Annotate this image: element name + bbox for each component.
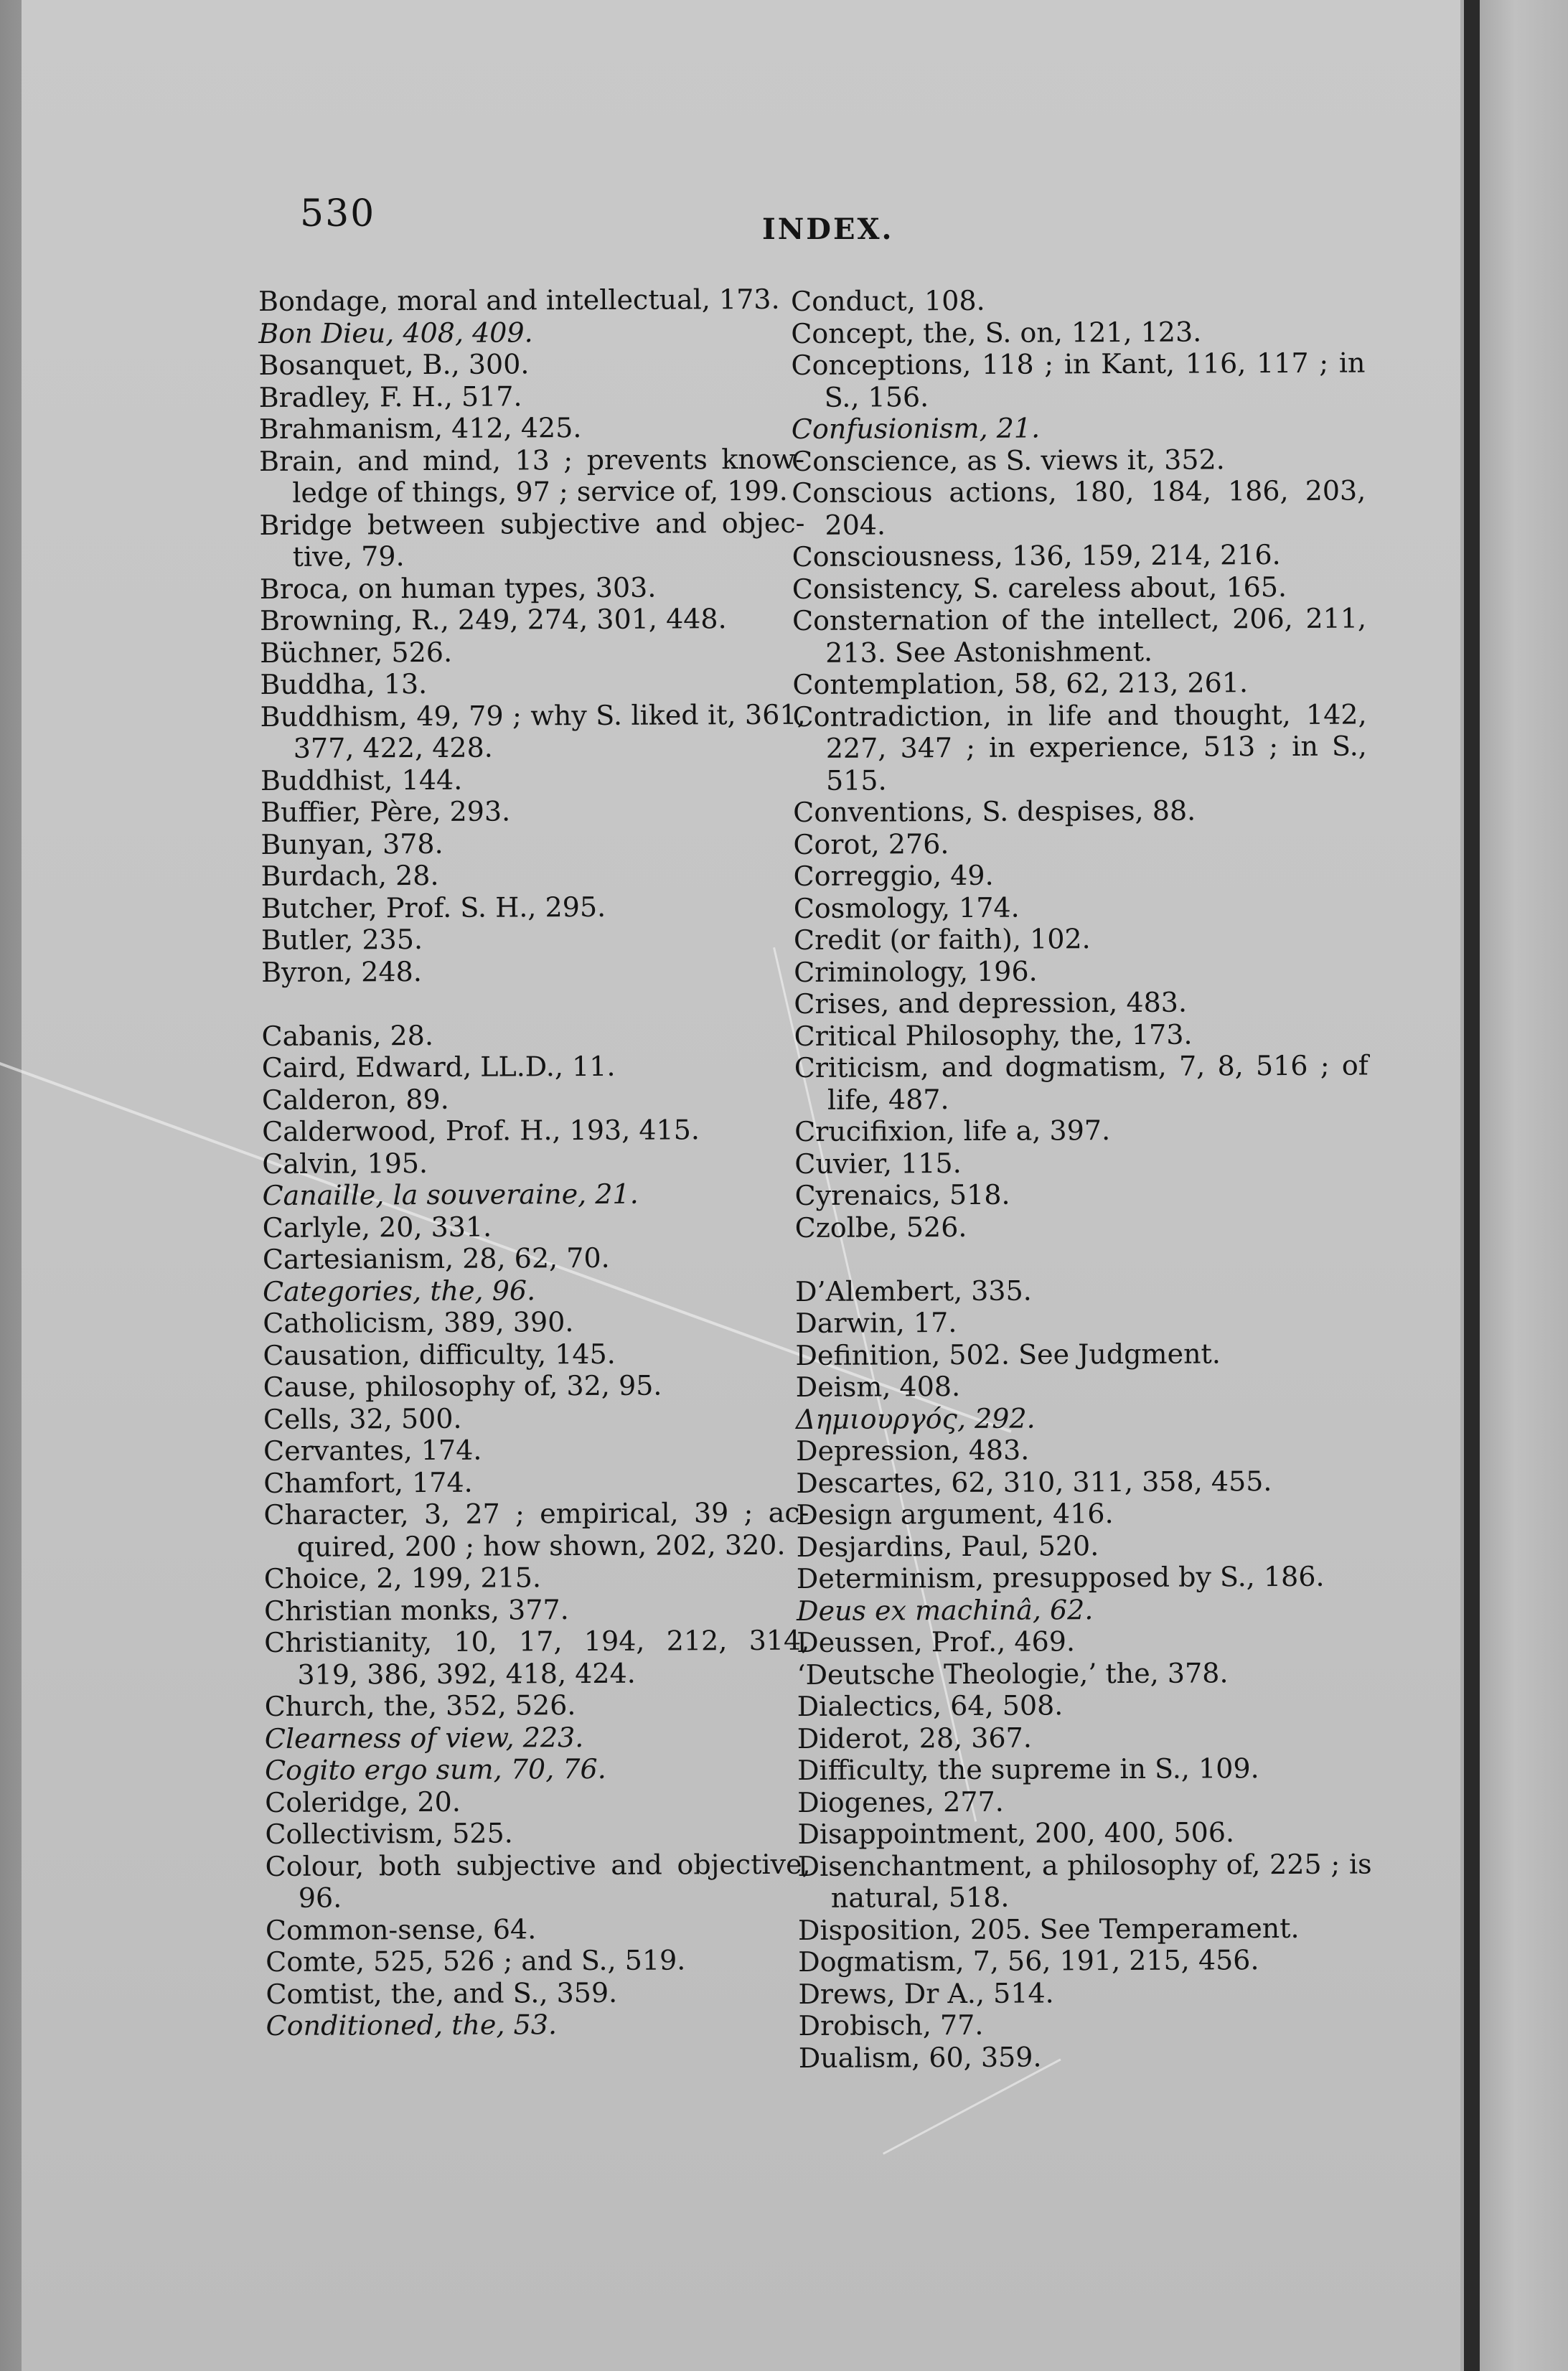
index-column-right <box>791 283 1373 2074</box>
index-entry: Bridge between subjective and objec-tive, 79. <box>259 507 805 573</box>
index-entry: Difficulty, the supreme in S., 109. <box>797 1752 1259 1786</box>
index-entry: Character, 3, 27 ; empirical, 39 ; ac-quired, 200 ; how shown, 202, 320. <box>263 1496 809 1563</box>
index-entry: Bosanquet, B., 300. <box>258 348 530 381</box>
index-entry: Definition, 502. See Judgment. <box>795 1337 1221 1371</box>
index-entry: Deism, 408. <box>795 1370 961 1403</box>
index-entry: Buddhism, 49, 79 ; why S. liked it, 361, 377, 422, 428. <box>260 698 806 764</box>
facing-page-edge <box>1480 0 1568 2371</box>
index-entry: Confusionism, 21. <box>791 412 1041 445</box>
index-entry: Coleridge, 20. <box>265 1785 461 1818</box>
index-entry: Disenchantment, a philosophy of, 225 ; is natural, 518. <box>797 1847 1372 1914</box>
index-entry: Brahmanism, 412, 425. <box>258 412 582 445</box>
index-entry: Dialectics, 64, 508. <box>797 1689 1064 1722</box>
index-entry: Büchner, 526. <box>260 636 453 669</box>
index-entry: Comtist, the, and S., 359. <box>266 1976 618 2010</box>
index-entry: Buddha, 13. <box>260 667 428 700</box>
index-entry: Determinism, presupposed by S., 186. <box>796 1560 1325 1595</box>
index-entry: Desjardins, Paul, 520. <box>796 1529 1099 1563</box>
index-entry: Cervantes, 174. <box>263 1434 482 1467</box>
index-entry: Calderon, 89. <box>261 1083 449 1116</box>
index-entry: Butcher, Prof. S. H., 295. <box>260 891 606 924</box>
index-entry: Cogito ergo sum, 70, 76. <box>264 1752 606 1786</box>
index-entry: Deussen, Prof., 469. <box>797 1625 1076 1658</box>
index-entry: Design argument, 416. <box>796 1498 1114 1531</box>
index-entry: Cause, philosophy of, 32, 95. <box>263 1369 662 1403</box>
index-entry: Cartesianism, 28, 62, 70. <box>262 1241 610 1275</box>
index-entry: ‘Deutsche Theologie,’ the, 378. <box>797 1656 1229 1691</box>
index-entry: Cuvier, 115. <box>794 1147 962 1180</box>
index-entry: Consternation of the intellect, 206, 211, 213. See Astonishment. <box>792 602 1367 669</box>
index-entry: Descartes, 62, 310, 311, 358, 455. <box>796 1465 1272 1499</box>
index-entry: Cabanis, 28. <box>261 1019 434 1052</box>
index-entry: Depression, 483. <box>795 1434 1030 1467</box>
index-entry: Burdach, 28. <box>260 859 439 892</box>
index-column-left <box>258 283 812 2042</box>
index-entry: Consistency, S. careless about, 165. <box>792 571 1287 605</box>
index-entry: Brain, and mind, 13 ; prevents know-ledge of things, 97 ; service of, 199. <box>258 443 805 509</box>
index-entry: Choice, 2, 199, 215. <box>263 1562 542 1595</box>
index-letter-gap <box>261 986 807 1020</box>
index-entry: Chamfort, 174. <box>263 1466 473 1499</box>
index-entry: Colour, both subjective and objective, 96. <box>265 1848 811 1914</box>
index-entry: Canaille, la souveraine, 21. <box>262 1178 639 1211</box>
index-entry: Christianity, 10, 17, 194, 212, 314, 319, 386, 392, 418, 424. <box>264 1624 810 1691</box>
index-entry: Darwin, 17. <box>795 1307 957 1339</box>
index-entry: Criticism, and dogmatism, 7, 8, 516 ; of life, 487. <box>794 1049 1369 1116</box>
index-entry: Butler, 235. <box>260 924 423 956</box>
index-entry: Bon Dieu, 408, 409. <box>258 316 533 349</box>
index-entry: D’Alembert, 335. <box>795 1274 1032 1307</box>
index-entry: Consciousness, 136, 159, 214, 216. <box>792 539 1281 573</box>
index-entry: Disappointment, 200, 400, 506. <box>797 1816 1235 1850</box>
index-entry: Czolbe, 526. <box>794 1211 967 1244</box>
index-entry: Clearness of view, 223. <box>264 1721 584 1755</box>
index-entry: Deus ex machinâ, 62. <box>796 1593 1094 1627</box>
index-entry: Correggio, 49. <box>793 859 994 892</box>
index-entry: Calderwood, Prof. H., 193, 415. <box>262 1114 700 1147</box>
index-entry: Contradiction, in life and thought, 142, 227, 347 ; in experience, 513 ; in S., 515. <box>792 698 1367 797</box>
index-entry: Browning, R., 249, 274, 301, 448. <box>259 603 727 637</box>
index-entry: Broca, on human types, 303. <box>259 571 657 605</box>
index-entry: Cells, 32, 500. <box>263 1402 462 1435</box>
index-entry: Christian monks, 377. <box>263 1593 569 1627</box>
index-entry: Comte, 525, 526 ; and S., 519. <box>266 1944 686 1978</box>
index-entry: Conscious actions, 180, 184, 186, 203, 204. <box>792 474 1366 541</box>
index-entry: Bunyan, 378. <box>260 827 443 860</box>
index-entry: Conventions, S. despises, 88. <box>793 794 1196 828</box>
running-head: INDEX. <box>762 212 894 246</box>
index-entry: Drobisch, 77. <box>798 2009 984 2042</box>
index-entry: Bondage, moral and intellectual, 173. <box>258 283 780 317</box>
index-entry: Causation, difficulty, 145. <box>263 1338 616 1371</box>
index-entry: Conduct, 108. <box>791 284 985 317</box>
index-entry: Disposition, 205. See Temperament. <box>797 1912 1300 1946</box>
index-entry: Credit (or faith), 102. <box>793 923 1091 956</box>
index-entry: Cyrenaics, 518. <box>794 1178 1010 1211</box>
page-number: 530 <box>300 192 376 235</box>
index-entry: Catholicism, 389, 390. <box>263 1306 574 1339</box>
index-entry: Concept, the, S. on, 121, 123. <box>791 316 1202 349</box>
index-entry: Diderot, 28, 367. <box>797 1722 1032 1755</box>
index-entry: Drews, Dr A., 514. <box>798 1976 1054 2010</box>
index-entry: Conditioned, the, 53. <box>266 2009 558 2042</box>
index-entry: Carlyle, 20, 331. <box>262 1211 492 1244</box>
index-entry: Conceptions, 118 ; in Kant, 116, 117 ; in S., 156. <box>791 347 1366 413</box>
index-entry: Contemplation, 58, 62, 213, 261. <box>792 667 1249 700</box>
index-entry: Conscience, as S. views it, 352. <box>791 443 1225 477</box>
index-entry: Dogmatism, 7, 56, 191, 215, 456. <box>798 1944 1259 1978</box>
index-entry: Diogenes, 277. <box>797 1785 1004 1818</box>
index-entry: Buddhist, 144. <box>260 764 463 797</box>
index-entry: Church, the, 352, 526. <box>264 1689 576 1722</box>
index-entry: Collectivism, 525. <box>265 1817 513 1850</box>
index-entry: Crucifixion, life a, 397. <box>794 1114 1111 1147</box>
index-entry: Crises, and depression, 483. <box>794 986 1188 1020</box>
index-entry: Caird, Edward, LL.D., 11. <box>261 1050 616 1084</box>
index-entry: Critical Philosophy, the, 173. <box>794 1018 1193 1052</box>
page-gutter-shadow <box>1464 0 1480 2371</box>
index-entry: Criminology, 196. <box>794 955 1038 988</box>
index-entry: Cosmology, 174. <box>793 891 1020 924</box>
index-entry: Dualism, 60, 359. <box>798 2040 1042 2074</box>
index-entry: Categories, the, 96. <box>263 1274 536 1307</box>
index-letter-gap <box>795 1241 1369 1275</box>
index-entry: Byron, 248. <box>261 955 422 988</box>
index-entry: Δημιουργός, 292. <box>795 1402 1036 1435</box>
index-entry: Bradley, F. H., 517. <box>258 380 522 413</box>
index-entry: Common-sense, 64. <box>265 1912 537 1946</box>
index-entry: Buffier, Père, 293. <box>260 795 511 828</box>
index-entry: Calvin, 195. <box>262 1147 428 1180</box>
index-entry: Corot, 276. <box>793 827 949 860</box>
